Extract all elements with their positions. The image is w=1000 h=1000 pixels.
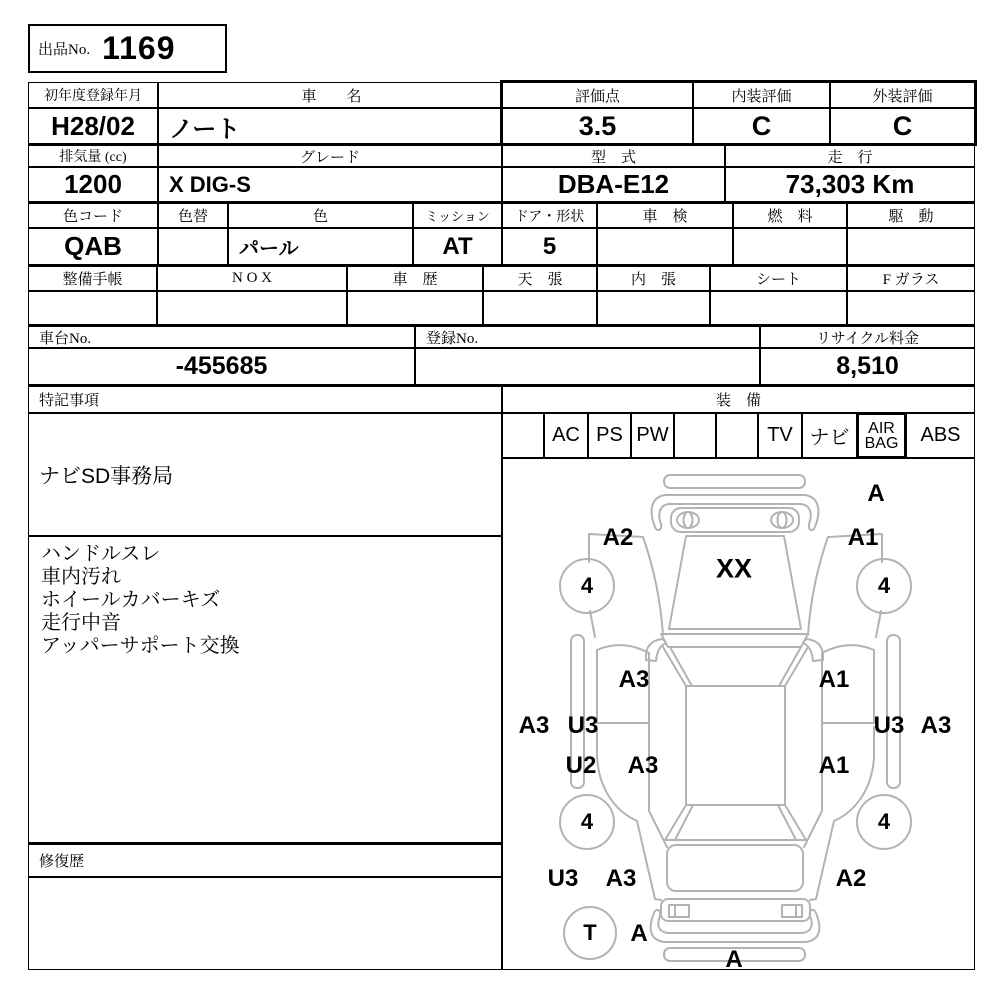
equipment-cell-ac: AC bbox=[544, 413, 588, 458]
damage-mark-4: 4 bbox=[877, 573, 891, 598]
headliner-value bbox=[483, 291, 597, 325]
damage-mark-4: 4 bbox=[580, 809, 594, 834]
transmission-value: AT bbox=[413, 228, 502, 265]
equipment-cell-tv: TV bbox=[758, 413, 802, 458]
repair-history-value bbox=[28, 877, 502, 970]
damage-mark-a1: A1 bbox=[818, 666, 850, 693]
score-label: 評価点 bbox=[502, 82, 693, 108]
doors-label: ドア・形状 bbox=[502, 202, 597, 228]
lot-number-value: 1169 bbox=[102, 30, 176, 66]
damage-mark-a: A bbox=[867, 480, 885, 507]
car-damage-diagram bbox=[502, 458, 975, 973]
first-registration-value: H28/02 bbox=[28, 108, 158, 144]
nox-value bbox=[157, 291, 347, 325]
equipment-cell-empty-0 bbox=[502, 413, 544, 458]
headliner-label: 天 張 bbox=[483, 265, 597, 291]
seat-value bbox=[710, 291, 847, 325]
fuel-label: 燃 料 bbox=[733, 202, 847, 228]
interior-trim-value bbox=[597, 291, 710, 325]
color-change-label: 色替 bbox=[158, 202, 228, 228]
drive-value bbox=[847, 228, 975, 265]
recycle-fee-label: リサイクル料金 bbox=[760, 325, 975, 348]
service-book-value bbox=[28, 291, 157, 325]
seat-label: シート bbox=[710, 265, 847, 291]
doors-value: 5 bbox=[502, 228, 597, 265]
damage-mark-u2: U2 bbox=[565, 752, 597, 779]
car-name-value: ノート bbox=[158, 108, 505, 144]
lot-number-label: 出品No. bbox=[38, 42, 91, 58]
registration-no-value bbox=[415, 348, 760, 385]
damage-mark-u3: U3 bbox=[547, 865, 579, 892]
damage-mark-a3: A3 bbox=[618, 666, 650, 693]
history-label: 車 歴 bbox=[347, 265, 483, 291]
chassis-no-value: -455685 bbox=[28, 348, 415, 385]
special-note-text: ナビSD事務局 bbox=[39, 464, 174, 488]
special-note-line: 走行中音 bbox=[41, 612, 121, 634]
interior-trim-label: 内 張 bbox=[597, 265, 710, 291]
color-code-value: QAB bbox=[28, 228, 158, 265]
color-code-label: 色コード bbox=[28, 202, 158, 228]
special-notes-list bbox=[28, 536, 502, 843]
cowl bbox=[661, 634, 808, 647]
special-notes-first bbox=[28, 413, 502, 536]
damage-mark-4: 4 bbox=[580, 573, 594, 598]
interior-grade-value: C bbox=[693, 108, 830, 144]
history-value bbox=[347, 291, 483, 325]
damage-mark-a2: A2 bbox=[602, 524, 634, 551]
nox-label: N O X bbox=[157, 265, 347, 291]
equipment-cell-empty-5 bbox=[716, 413, 758, 458]
damage-mark-a3: A3 bbox=[627, 752, 659, 779]
front-glass-label: F ガラス bbox=[847, 265, 975, 291]
damage-mark-a: A bbox=[725, 946, 743, 973]
model-code-value: DBA-E12 bbox=[502, 167, 725, 202]
special-note-line: ハンドルスレ bbox=[41, 543, 161, 565]
front-trim bbox=[664, 475, 805, 488]
registration-no-label: 登録No. bbox=[415, 325, 760, 348]
displacement-value: 1200 bbox=[28, 167, 158, 202]
trunk bbox=[667, 845, 803, 891]
exterior-grade-label: 外装評価 bbox=[830, 82, 975, 108]
interior-grade-label: 内装評価 bbox=[693, 82, 830, 108]
damage-mark-a1: A1 bbox=[847, 524, 879, 551]
special-note-line: ホイールカバーキズ bbox=[41, 589, 221, 611]
equipment-cell-ps: PS bbox=[588, 413, 631, 458]
damage-mark-a1: A1 bbox=[818, 752, 850, 779]
cabin bbox=[686, 686, 785, 805]
damage-mark-a3: A3 bbox=[605, 865, 637, 892]
chassis-no-label: 車台No. bbox=[28, 325, 415, 348]
damage-mark-t: T bbox=[583, 920, 597, 945]
mileage-label: 走 行 bbox=[725, 144, 975, 167]
damage-mark-a3: A3 bbox=[920, 712, 952, 739]
service-book-label: 整備手帳 bbox=[28, 265, 157, 291]
equipment-cell-pw: PW bbox=[631, 413, 674, 458]
inspection-value bbox=[597, 228, 733, 265]
color-change-value bbox=[158, 228, 228, 265]
color-label: 色 bbox=[228, 202, 413, 228]
fuel-value bbox=[733, 228, 847, 265]
front-glass-value bbox=[847, 291, 975, 325]
drive-label: 駆 動 bbox=[847, 202, 975, 228]
lot-number-box bbox=[28, 24, 227, 73]
grade-value: X DIG-S bbox=[158, 167, 502, 202]
damage-mark-u3: U3 bbox=[873, 712, 905, 739]
grade-label: グレード bbox=[158, 144, 502, 167]
score-value: 3.5 bbox=[502, 108, 693, 144]
special-note-line: 車内汚れ bbox=[41, 566, 121, 588]
equipment-row bbox=[502, 413, 975, 458]
special-notes-label: 特記事項 bbox=[28, 385, 502, 413]
displacement-label: 排気量 (cc) bbox=[28, 144, 158, 167]
car-name-label: 車 名 bbox=[158, 82, 505, 108]
exterior-grade-value: C bbox=[830, 108, 975, 144]
equipment-label: 装 備 bbox=[502, 385, 975, 413]
equipment-cell-abs: ABS bbox=[906, 413, 975, 458]
equipment-cell-ナビ: ナビ bbox=[802, 413, 857, 458]
damage-mark-u3: U3 bbox=[567, 712, 599, 739]
equipment-cell-air-bag: AIR BAG bbox=[857, 413, 906, 458]
first-registration-label: 初年度登録年月 bbox=[28, 82, 158, 108]
damage-mark-a3: A3 bbox=[518, 712, 550, 739]
damage-mark-a: A bbox=[630, 920, 648, 947]
mileage-value: 73,303 Km bbox=[725, 167, 975, 202]
front-bumper bbox=[652, 495, 819, 530]
damage-mark-xx: XX bbox=[715, 553, 753, 584]
damage-mark-4: 4 bbox=[877, 809, 891, 834]
equipment-cell-empty-4 bbox=[674, 413, 716, 458]
color-value: パール bbox=[228, 228, 413, 265]
repair-history-label: 修復歴 bbox=[28, 843, 502, 877]
damage-mark-a2: A2 bbox=[835, 865, 867, 892]
inspection-label: 車 検 bbox=[597, 202, 733, 228]
recycle-fee-value: 8,510 bbox=[760, 348, 975, 385]
transmission-label: ミッション bbox=[413, 202, 502, 228]
model-code-label: 型 式 bbox=[502, 144, 725, 167]
special-note-line: アッパーサポート交換 bbox=[41, 635, 240, 657]
